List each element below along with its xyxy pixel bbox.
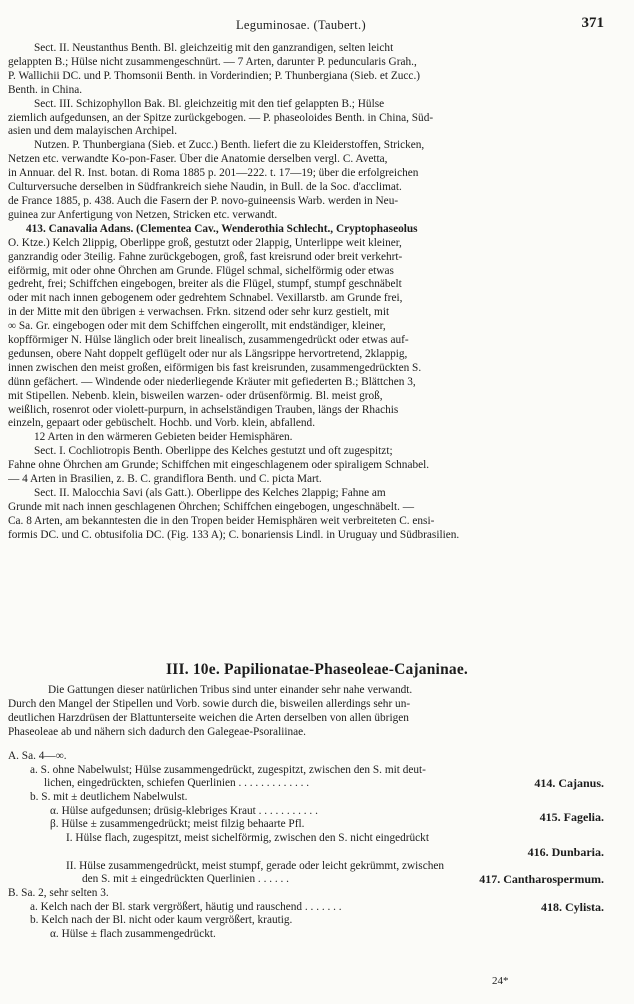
key-text: a. Kelch nach der Bl. stark vergrößert, häutig und rauschend . . . . . . . (30, 900, 342, 913)
key-text: b. Kelch nach der Bl. nicht oder kaum vergrößert, krautig. (30, 914, 293, 927)
key-text: I. Hülse flach, zugespitzt, meist sichelförmig, zwischen den S. nicht eingedrückt (66, 832, 429, 845)
key-row (8, 928, 604, 942)
text-line: ganzrandig oder 3teilig. Fahne zurückgebogen, groß, fast kreisrund oder breit verkehrt- (8, 250, 403, 263)
text-line: Grunde mit nach innen geschlagenen Öhrchen; Schiffchen eingebogen, ungeschnäbelt. — (8, 500, 415, 513)
key-row (8, 887, 604, 901)
text-line: de France 1885, p. 438. Auch die Fasern der P. novo-guineensis Warb. werden in Neu- (8, 194, 399, 207)
text-line: in Annuar. del R. Inst. botan. di Roma 1885 p. 201—222. t. 17—19; über die erfolgreichen (8, 167, 419, 180)
text-line: O. Ktze.) Kelch 2lippig, Oberlippe groß, gestutzt oder 2lappig, Unterlippe weit kleiner, (8, 236, 402, 249)
text-line: Sect. II. Malocchia Savi (als Gatt.). Oberlippe des Kelches 2lappig; Fahne am (34, 487, 386, 499)
key-row (8, 777, 604, 791)
text-line: Sect. I. Cochliotropis Benth. Oberlippe des Kelches gestutzt und oft zugespitzt; (34, 445, 393, 458)
text-line: 12 Arten in den wärmeren Gebieten beider Hemisphären. (34, 431, 293, 444)
key-text: den S. mit ± eingedrückten Querlinien . . . . . . (82, 873, 289, 886)
key-row (8, 832, 604, 846)
text-line: weißlich, rosenrot oder violett-purpurn, in achselständigen Trauben, längs der Rhachis (8, 403, 399, 416)
key-row (8, 873, 604, 887)
text-line: einzeln, gepaart oder gebüschelt. Hochb. und Vorb. klein, abfallend. (8, 417, 316, 430)
text-line: deutlichen Harzdrüsen der Blattunterseite weichen die Arten derselben von allen übrigen (8, 711, 409, 724)
page-header (0, 15, 634, 37)
genus-label: 417. Cantharospermum. (479, 872, 604, 887)
genus-label: 416. Dunbaria. (527, 844, 604, 859)
text-line: Phaseoleae ab und nähern sich dadurch den Galegeae-Psoraliinae. (8, 725, 306, 738)
text-line: oder mit nach innen gebogenem oder gedrehtem Schnabel. Vexillarstb. am Grunde frei, (8, 292, 403, 305)
text-line: Culturversuche derselben in Südfrankreich siehe Naudin, in Bull. de la Soc. d'acclimat. (8, 181, 402, 194)
key-row (8, 846, 604, 860)
text-line: Sect. II. Neustanthus Benth. Bl. gleichzeitig mit den ganzrandigen, selten leicht (34, 42, 394, 54)
text-line: mit Stipellen. Nebenb. klein, bisweilen warzen- oder drüsenförmig. Bl. meist groß, (8, 389, 383, 402)
key-row (8, 860, 604, 874)
tribus-heading: III. 10e. Papilionatae-Phaseoleae-Cajaninae. (166, 661, 468, 678)
signature-mark: 24* (492, 975, 509, 987)
key-row (8, 791, 604, 805)
running-title: Leguminosae. (Taubert.) (236, 18, 366, 32)
text-line: Die Gattungen dieser natürlichen Tribus sind unter einander sehr nahe verwandt. (48, 684, 413, 696)
text-line: eiförmig, mit oder ohne Öhrchen am Grunde. Flügel schmal, sichelförmig oder etwas (8, 264, 394, 277)
key-text: II. Hülse zusammengedrückt, meist stumpf, gerade oder leicht gekrümmt, zwischen (66, 859, 445, 872)
key-text: b. S. mit ± deutlichem Nabelwulst. (30, 791, 188, 804)
tribus-intro (8, 684, 600, 740)
key-text: α. Hülse ± flach zusammengedrückt. (50, 927, 216, 940)
text-line: guinea zur Anfertigung von Netzen, Stricken etc. verwandt. (8, 208, 278, 221)
genus-heading-line: 413. Canavalia Adans. (Clementea Cav., Wenderothia Schlecht., Cryptophaseolus (26, 222, 418, 235)
key-row (8, 764, 604, 778)
key-text: A. Sa. 4—∞. (8, 750, 67, 762)
key-text: lichen, eingedrückten, schiefen Querlinien . . . . . . . . . . . . . (44, 777, 310, 790)
key-text: B. Sa. 2, sehr selten 3. (8, 886, 109, 899)
text-line: P. Wallichii DC. und P. Thomsonii Benth. in Vorderindien; P. Thunbergiana (Sieb. et Zucc.) (8, 69, 421, 82)
text-line: Sect. III. Schizophyllon Bak. Bl. gleichzeitig mit den tief gelappten B.; Hülse (34, 97, 385, 110)
key-text: α. Hülse aufgedunsen; drüsig-klebriges Kraut . . . . . . . . . . . (50, 804, 318, 817)
text-line: Fahne ohne Öhrchen am Grunde; Schiffchen mit eingeschlagenem oder spiraligem Schnabel. (8, 459, 430, 472)
key-text: a. S. ohne Nabelwulst; Hülse zusammengedrückt, zugespitzt, zwischen den S. mit deut- (30, 763, 426, 776)
text-line: gelappten B.; Hülse nicht zusammengeschnürt. — 7 Arten, darunter P. peduncularis Grah., (8, 55, 417, 68)
text-line: Netzen etc. verwandte Ko-pon-Faser. Über die Anatomie derselben vergl. C. Avetta, (8, 153, 388, 166)
main-text-block (8, 42, 600, 543)
key-row (8, 901, 604, 915)
text-line: innen zwischen den meist großen, eiförmigen bis fast kreisrunden, zusammengedrückten S. (8, 361, 422, 374)
genus-label: 418. Cylista. (541, 899, 604, 914)
text-line: — 4 Arten in Brasilien, z. B. C. grandiflora Benth. und C. picta Mart. (8, 473, 322, 486)
text-line: Durch den Mangel der Stipellen und Vorb. sowie durch die, bisweilen allerdings sehr un- (8, 697, 411, 710)
text-line: ∞ Sa. Gr. eingebogen oder mit dem Schiffchen eingerollt, mit endständiger, kleiner, (8, 320, 386, 333)
genus-label: 415. Fagelia. (539, 810, 604, 825)
text-line: in der Mitte mit den übrigen ± verwachsen. Frkn. sitzend oder sehr kurz gestielt, mit (8, 306, 390, 319)
text-line: ziemlich aufgedunsen, an der Spitze zurückgebogen. — P. phaseoloides Benth. in China, Süd- (8, 111, 434, 124)
page-number: 371 (581, 15, 604, 31)
key-row (8, 805, 604, 819)
identification-key (8, 750, 604, 942)
key-row (8, 750, 604, 764)
text-line: gedreht, frei; Schiffchen eingebogen, breiter als die Flügel, stumpf, stumpf geschnäbelt (8, 278, 402, 291)
text-line: Benth. in China. (8, 83, 83, 96)
text-line: formis DC. und C. obtusifolia DC. (Fig. 133 A); C. bonariensis Lindl. in Uruguay und Südbrasilien. (8, 528, 460, 541)
text-line: Nutzen. P. Thunbergiana (Sieb. et Zucc.) Benth. liefert die zu Kleiderstoffen, Stricken, (34, 139, 425, 152)
text-line: gedunsen, obere Naht doppelt geflügelt oder nur als Längsrippe hervortretend, 2klappig, (8, 347, 408, 360)
key-text: β. Hülse ± zusammengedrückt; meist filzig behaarte Pfl. (50, 818, 305, 831)
key-row (8, 914, 604, 928)
text-line: asien und dem malayischen Archipel. (8, 125, 178, 138)
text-line: kopfförmiger N. Hülse länglich oder breit linealisch, zusammengedrückt oder etwas auf- (8, 334, 409, 347)
genus-label: 414. Cajanus. (534, 776, 604, 791)
text-line: Ca. 8 Arten, am bekanntesten die in den Tropen beider Hemisphären weit verbreiteten C. ensi- (8, 514, 435, 527)
text-line: dünn gefächert. — Windende oder niederliegende Kräuter mit gefiederten B.; Blättchen 3, (8, 375, 416, 388)
